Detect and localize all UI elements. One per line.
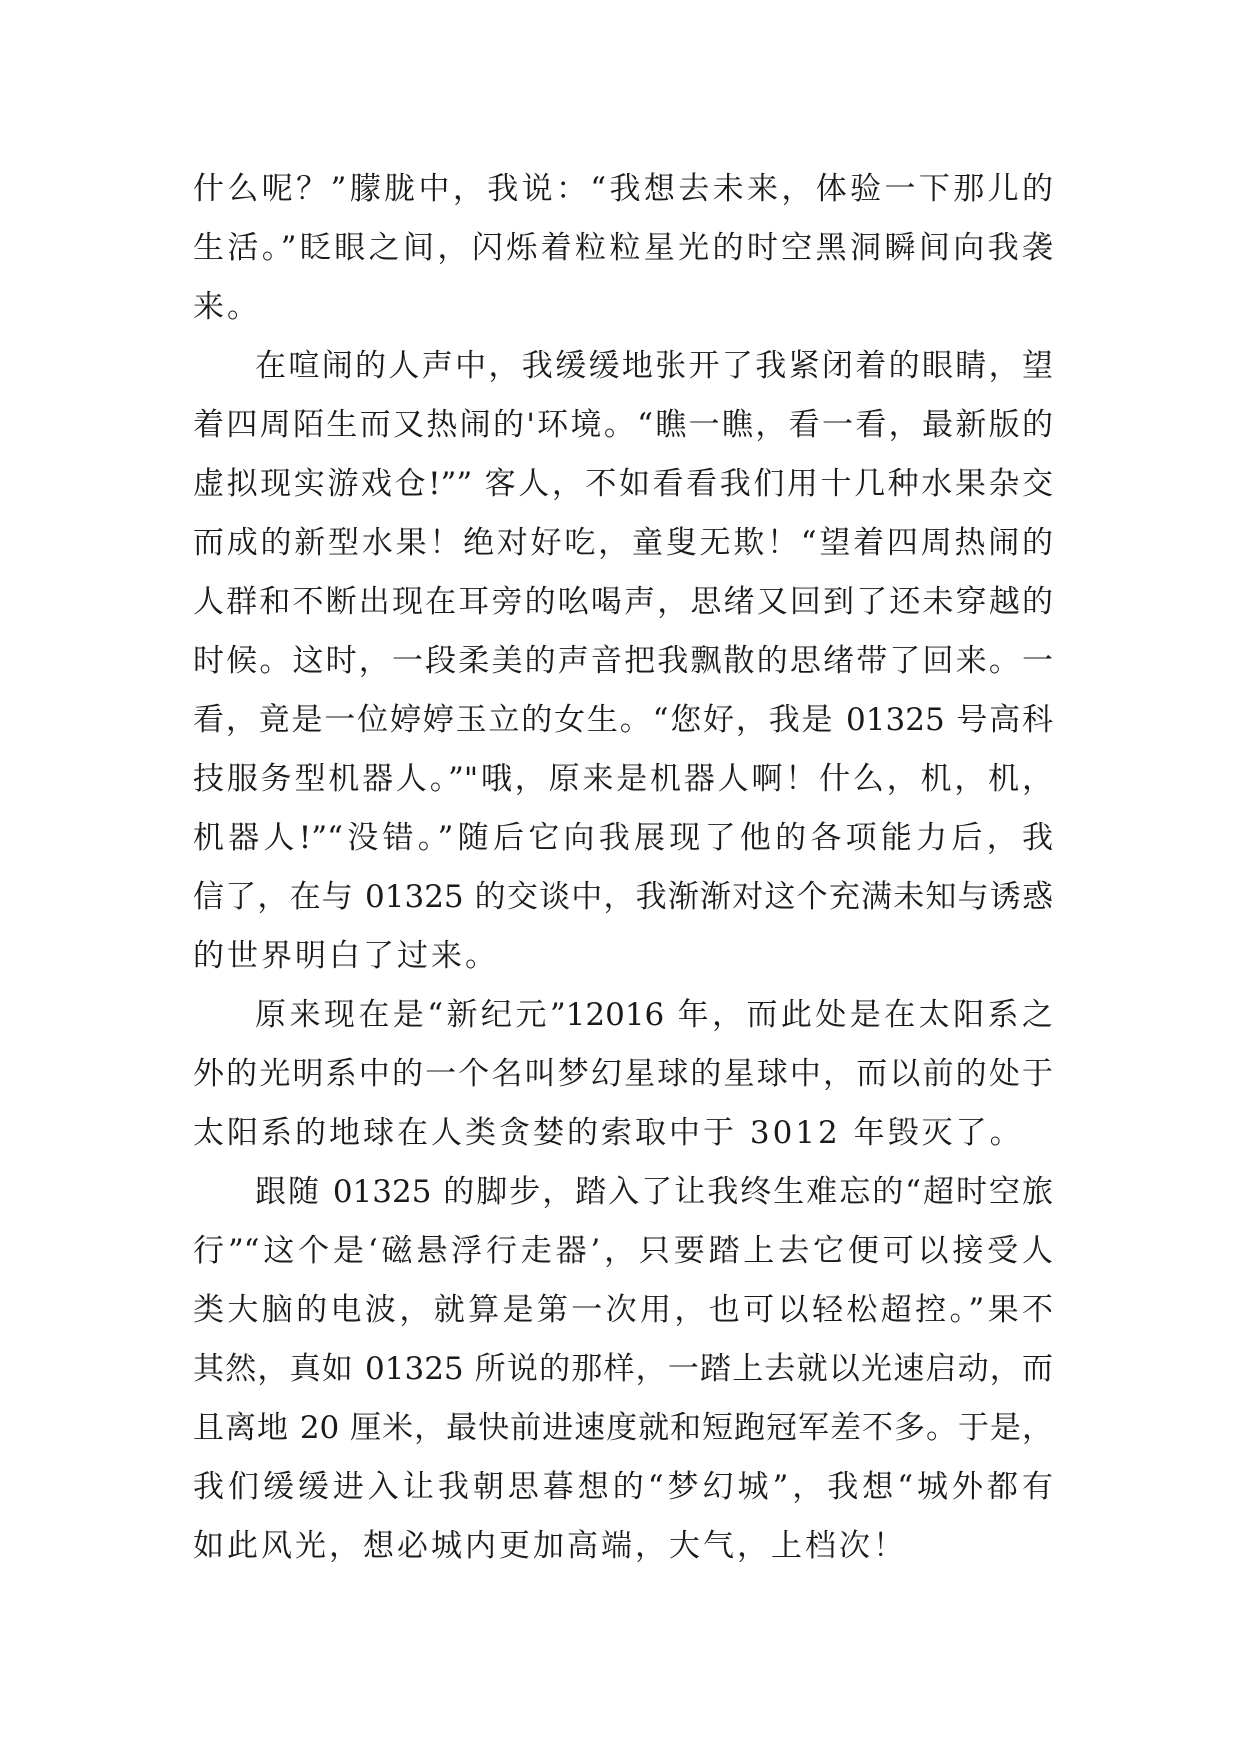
text-line: 什么呢？”朦胧中，我说：“我想去未来，体验一下那儿的 (193, 171, 1053, 207)
text-line: 机器人!”“没错。”随后它向我展现了他的各项能力后，我 (193, 820, 1053, 856)
text-line: 看，竟是一位婷婷玉立的女生。“您好，我是 01325 号高科 (193, 702, 1053, 738)
text-line: 我们缓缓进入让我朝思暮想的“梦幻城”，我想“城外都有 (193, 1469, 1053, 1505)
text-line: 而成的新型水果！绝对好吃，童叟无欺！“望着四周热闹的 (193, 525, 1053, 561)
text-line: 来。 (193, 289, 261, 325)
text-line: 信了，在与 01325 的交谈中，我渐渐对这个充满未知与诱惑 (193, 879, 1053, 915)
text-line: 人群和不断出现在耳旁的吆喝声，思绪又回到了还未穿越的 (193, 584, 1053, 620)
text-line: 技服务型机器人。”"哦，原来是机器人啊！什么，机，机， (193, 761, 1053, 797)
text-line: 着四周陌生而又热闹的'环境。“瞧一瞧，看一看，最新版的 (193, 407, 1053, 443)
text-line: 如此风光，想必城内更加高端，大气，上档次！ (193, 1528, 907, 1564)
document-body (193, 160, 1053, 1576)
paragraph-first-line: 跟随 01325 的脚步，踏入了让我终生难忘的“超时空旅 (255, 1174, 1053, 1210)
text-line: 虚拟现实游戏仓!”” 客人，不如看看我们用十几种水果杂交 (193, 466, 1053, 502)
text-line: 外的光明系中的一个名叫梦幻星球的星球中，而以前的处于 (193, 1056, 1053, 1092)
paragraph-first-line: 在喧闹的人声中，我缓缓地张开了我紧闭着的眼睛，望 (255, 348, 1053, 384)
text-line: 时候。这时，一段柔美的声音把我飘散的思绪带了回来。一 (193, 643, 1053, 679)
text-line: 行”“这个是‘磁悬浮行走器’，只要踏上去它便可以接受人 (193, 1233, 1053, 1269)
text-line: 类大脑的电波，就算是第一次用，也可以轻松超控。”果不 (193, 1292, 1053, 1328)
text-line: 太阳系的地球在人类贪婪的索取中于 3012 年毁灭了。 (193, 1115, 1024, 1151)
text-line: 生活。”眨眼之间，闪烁着粒粒星光的时空黑洞瞬间向我袭 (193, 230, 1053, 266)
text-line: 且离地 20 厘米，最快前进速度就和短跑冠军差不多。于是， (193, 1410, 1053, 1446)
text-line: 其然，真如 01325 所说的那样，一踏上去就以光速启动，而 (193, 1351, 1053, 1387)
paragraph-first-line: 原来现在是“新纪元”12016 年，而此处是在太阳系之 (255, 997, 1053, 1033)
text-line: 的世界明白了过来。 (193, 938, 499, 974)
